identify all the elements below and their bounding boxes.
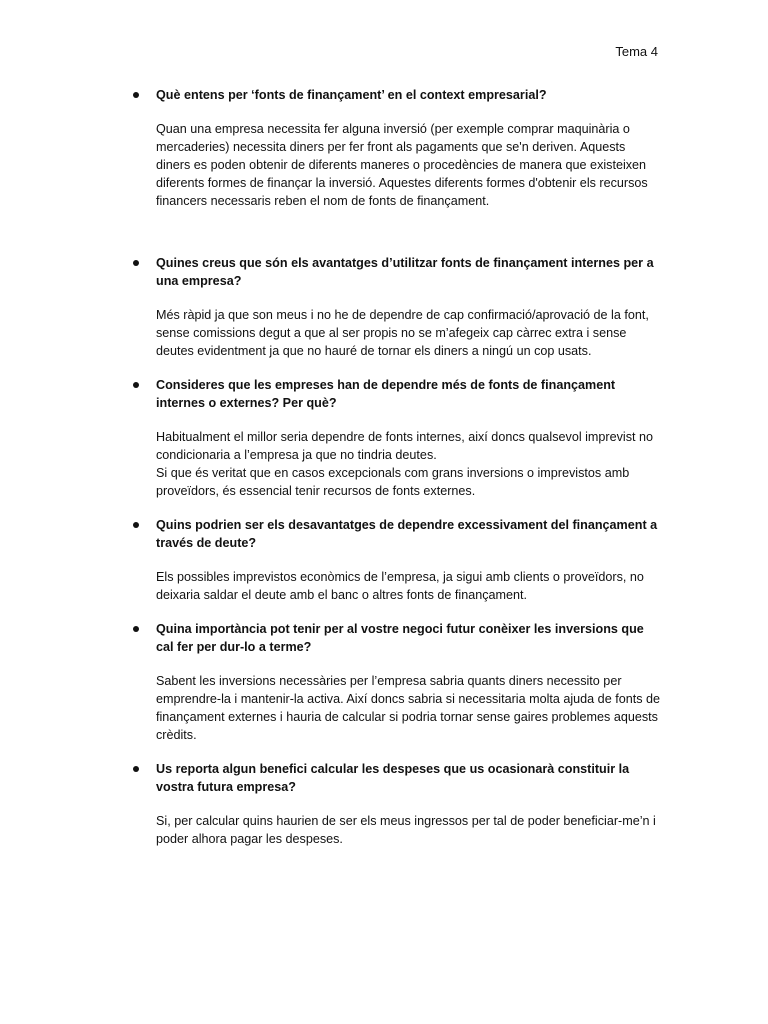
answer-text xyxy=(156,568,663,604)
list-item xyxy=(133,760,663,848)
answer-paragraph: Si, per calcular quins haurien de ser els meus ingressos per tal de poder beneficiar-me’n i poder alhora pagar les despeses. xyxy=(156,814,656,846)
list-item xyxy=(133,254,663,360)
question-text: Quines creus que són els avantatges d’utilitzar fonts de finançament internes per a una empresa? xyxy=(156,256,654,288)
question-list xyxy=(133,86,663,848)
bullet-icon xyxy=(133,766,139,772)
question-text: Consideres que les empreses han de dependre més de fonts de finançament internes o externes? Per què? xyxy=(156,378,616,410)
answer-paragraph: Si que és veritat que en casos excepcionals com grans inversions o imprevistos amb proveïdors, és essencial tenir recursos de fonts externes. xyxy=(156,466,630,498)
question-text: Us reporta algun benefici calcular les despeses que us ocasionarà constituir la vostra futura empresa? xyxy=(156,762,630,794)
list-item xyxy=(133,376,663,500)
bullet-icon xyxy=(133,92,139,98)
bullet-icon xyxy=(133,626,139,632)
answer-text xyxy=(156,428,663,500)
page-header-title: Tema 4 xyxy=(615,44,658,59)
bullet-icon xyxy=(133,522,139,528)
list-item xyxy=(133,86,663,210)
answer-text xyxy=(156,120,663,210)
bullet-icon xyxy=(133,382,139,388)
bullet-icon xyxy=(133,260,139,266)
answer-text xyxy=(156,812,663,848)
answer-paragraph: Quan una empresa necessita fer alguna inversió (per exemple comprar maquinària o mercaderies) necessita diners per fer front als pagaments que se'n deriven. Aquests diners es poden obtenir de diferents maneres o procedències de manera que existeixen diferents formes de finançar la inversió. Aquestes diferents formes d'obtenir els recursos financers necessaris reben el nom de fonts de finançament. xyxy=(156,122,648,208)
answer-text xyxy=(156,672,663,744)
answer-text xyxy=(156,306,663,360)
question-text: Quina importància pot tenir per al vostre negoci futur conèixer les inversions que cal fer per dur-lo a terme? xyxy=(156,622,644,654)
list-item xyxy=(133,620,663,744)
answer-paragraph: Sabent les inversions necessàries per l’empresa sabria quants diners necessito per emprendre-la i mantenir-la activa. Així doncs sabria si necessitaria molta ajuda de fonts de finançament externes i hauria de calcular si podria tornar sense gaires problemes aquests crèdits. xyxy=(156,674,661,742)
answer-paragraph: Habitualment el millor seria dependre de fonts internes, així doncs qualsevol imprevist no condicionaria a l’empresa ja que no tindria deutes. xyxy=(156,430,654,462)
question-text: Quins podrien ser els desavantatges de dependre excessivament del finançament a través de deute? xyxy=(156,518,658,550)
answer-paragraph: Els possibles imprevistos econòmics de l’empresa, ja sigui amb clients o proveïdors, no deixaria saldar el deute amb el banc o altres fonts de finançament. xyxy=(156,570,644,602)
question-text: Què entens per ‘fonts de finançament’ en el context empresarial? xyxy=(156,88,547,102)
list-item xyxy=(133,516,663,604)
answer-paragraph: Més ràpid ja que son meus i no he de dependre de cap confirmació/aprovació de la font, sense comissions degut a que al ser propis no se m’afegeix cap càrrec extra i sense deutes evidentment ja que no hauré de tornar els diners a ningú un cop usats. xyxy=(156,308,649,358)
